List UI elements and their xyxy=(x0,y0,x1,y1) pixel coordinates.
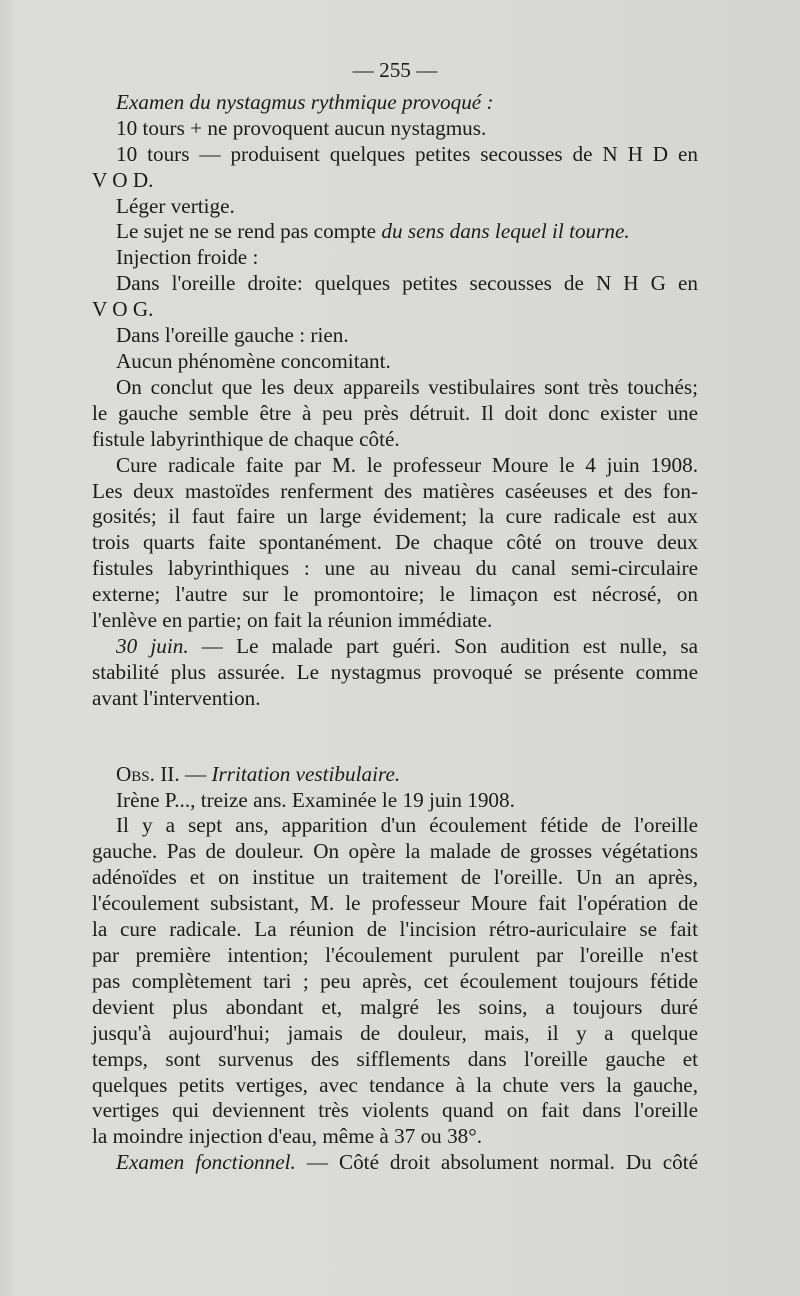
exam-heading: Examen du nystagmus rythmique provoqué : xyxy=(116,89,494,114)
text-line: Les deux mastoïdes renferment des matières caséeuses et des fon- xyxy=(92,478,698,503)
text-line: adénoïdes et on institue un traitement de l'oreille. Un an après, xyxy=(92,865,698,890)
text-line: l'écoulement subsistant, M. le professeur Moure fait l'opération de xyxy=(92,891,698,916)
text-line: 30 juin. — Le malade part guéri. Son audition est nulle, sa xyxy=(116,633,699,658)
text-line: vertiges qui deviennent très violents quand on fait dans l'oreille xyxy=(92,1098,698,1123)
text-line: pas complètement tari ; peu après, cet écoulement toujours fétide xyxy=(92,968,698,993)
text-line: 10 tours — produisent quelques petites secousses de N H D en xyxy=(116,141,698,166)
text-line: Aucun phénomène concomitant. xyxy=(116,348,391,373)
text-line: Le sujet ne se rend pas compte du sens dans lequel il tourne. xyxy=(116,219,630,244)
text-line: V O D. xyxy=(92,167,154,192)
text-line: Irène P..., treize ans. Examinée le 19 juin 1908. xyxy=(116,787,515,812)
text-line: gauche. Pas de douleur. On opère la malade de grosses végétations xyxy=(92,839,698,864)
text-line: fistule labyrinthique de chaque côté. xyxy=(92,426,400,451)
page-number: — 255 — xyxy=(352,58,438,82)
text-line: par première intention; l'écoulement purulent par l'oreille n'est xyxy=(92,943,698,967)
text-line: 10 tours + ne provoquent aucun nystagmus. xyxy=(116,115,487,140)
text-line: jusqu'à aujourd'hui; jamais de douleur, mais, il y a quelque xyxy=(92,1020,698,1045)
text-line: On conclut que les deux appareils vestibulaires sont très touchés; xyxy=(116,374,698,399)
text-line: la cure radicale. La réunion de l'incision rétro-auriculaire se fait xyxy=(92,917,698,942)
text-line: avant l'intervention. xyxy=(92,685,261,710)
text-line: gosités; il faut faire un large évidement; la cure radicale est aux xyxy=(92,504,698,529)
text-line: trois quarts faite spontanément. De chaque côté on trouve deux xyxy=(92,530,698,555)
observation-heading: Obs. II. — Irritation vestibulaire. xyxy=(116,761,401,786)
text-line: devient plus abondant et, malgré les soins, a toujours duré xyxy=(92,994,698,1019)
text-line: externe; l'autre sur le promontoire; le limaçon est nécrosé, on xyxy=(92,582,698,607)
text-line: quelques petits vertiges, avec tendance à la chute vers la gauche, xyxy=(92,1072,698,1097)
text-line: stabilité plus assurée. Le nystagmus provoqué se présente comme xyxy=(92,659,698,684)
text-line: la moindre injection d'eau, même à 37 ou 38°. xyxy=(92,1124,483,1149)
text-line: fistules labyrinthiques : une au niveau du canal semi-circulaire xyxy=(92,556,698,581)
text-line: Il y a sept ans, apparition d'un écoulement fétide de l'oreille xyxy=(116,813,698,838)
text-line: temps, sont survenus des sifflements dans l'oreille gauche et xyxy=(92,1046,698,1071)
text-line: Dans l'oreille gauche : rien. xyxy=(116,323,349,348)
text-line: Cure radicale faite par M. le professeur Moure le 4 juin 1908. xyxy=(116,452,698,477)
text-line: Examen fonctionnel. — Côté droit absolument normal. Du côté xyxy=(116,1150,698,1175)
section-gap xyxy=(92,712,698,762)
text-line: Injection froide : xyxy=(116,245,259,270)
text-line: Léger vertige. xyxy=(116,193,235,218)
text-line: l'enlève en partie; on fait la réunion immédiate. xyxy=(92,608,493,633)
text-line: le gauche semble être à peu près détruit. Il doit donc exister une xyxy=(92,400,698,425)
text-line: V O G. xyxy=(92,297,154,322)
page-text xyxy=(92,58,698,1176)
text-line: Dans l'oreille droite: quelques petites secousses de N H G en xyxy=(116,271,698,296)
